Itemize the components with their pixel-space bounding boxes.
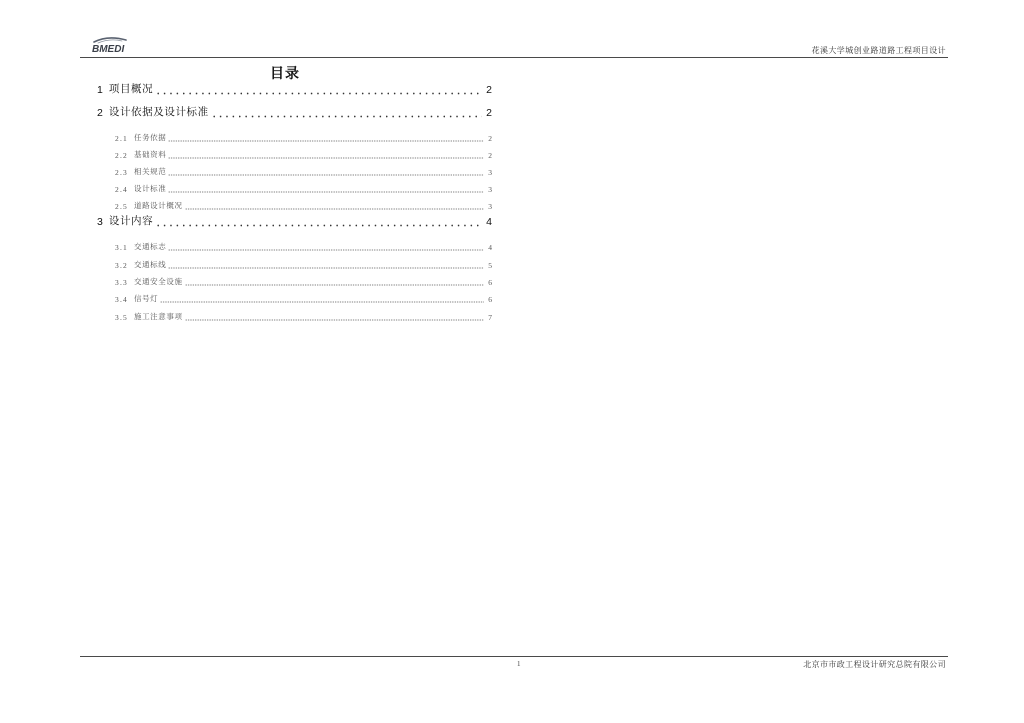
- toc-entry[interactable]: [115, 167, 492, 177]
- toc-entry-number: 2: [97, 107, 103, 119]
- toc-dot-leader: [185, 201, 485, 211]
- logo-text: BMEDI: [92, 44, 125, 55]
- toc-entry-number: 3.3: [115, 278, 128, 287]
- toc-entry-page: 3: [488, 185, 492, 194]
- toc-dot-leader: [168, 184, 484, 194]
- toc-entry[interactable]: [115, 260, 492, 270]
- toc-entry[interactable]: [97, 215, 492, 228]
- toc-entry-label: 设计标准: [133, 184, 167, 193]
- toc-entry-number: 3.4: [115, 295, 128, 304]
- toc-entry[interactable]: [115, 242, 492, 252]
- project-title: 花溪大学城创业路道路工程项目设计: [811, 46, 946, 55]
- toc-dot-leader: [160, 294, 484, 304]
- toc-entry-number: 2.2: [115, 151, 128, 160]
- toc-entry-label: 任务依据: [133, 133, 167, 142]
- toc-entry-number: 1: [97, 84, 103, 96]
- toc-entry[interactable]: [115, 201, 492, 211]
- toc-entry-page: 4: [488, 243, 492, 252]
- toc-entry-number: 3.5: [115, 313, 128, 322]
- toc-entry-label: 信号灯: [133, 294, 159, 303]
- toc-entry-label: 施工注意事项: [133, 312, 183, 321]
- toc-entry-page: 2: [488, 151, 492, 160]
- toc-dot-leader: [155, 83, 482, 96]
- toc-entry-page: 2: [486, 84, 492, 96]
- toc-entry-page: 2: [488, 134, 492, 143]
- toc-entry-number: 3: [97, 216, 103, 228]
- company-logo: [90, 35, 134, 55]
- toc-dot-leader: [168, 133, 484, 143]
- toc-entry-number: 3.2: [115, 261, 128, 270]
- toc-entry[interactable]: [115, 277, 492, 287]
- toc-entry-number: 3.1: [115, 243, 128, 252]
- header-divider: [80, 57, 948, 58]
- toc-entry[interactable]: [115, 150, 492, 160]
- footer-page-number: 1: [517, 660, 521, 668]
- toc-entry[interactable]: [115, 312, 492, 322]
- toc-dot-leader: [168, 260, 484, 270]
- toc-dot-leader: [155, 215, 482, 228]
- toc-entry-label: 设计依据及设计标准: [108, 106, 209, 118]
- toc-entry-label: 基础资料: [133, 150, 167, 159]
- toc-entry-label: 交通标线: [133, 260, 167, 269]
- toc-entry-number: 2.5: [115, 202, 128, 211]
- toc-entry-label: 相关规范: [133, 167, 167, 176]
- toc-entry[interactable]: [97, 83, 492, 96]
- toc-entry-page: 4: [486, 216, 492, 228]
- toc-title: 目录: [270, 65, 300, 81]
- footer-divider: [80, 656, 948, 657]
- toc-dot-leader: [168, 242, 484, 252]
- toc-entry[interactable]: [115, 184, 492, 194]
- toc-entry-label: 道路设计概况: [133, 201, 183, 210]
- toc-entry-number: 2.1: [115, 134, 128, 143]
- toc-entry-page: 6: [488, 295, 492, 304]
- toc-entry[interactable]: [115, 294, 492, 304]
- toc-entry[interactable]: [115, 133, 492, 143]
- toc-dot-leader: [168, 167, 484, 177]
- toc-entry[interactable]: [97, 106, 492, 119]
- toc-entry-number: 2.3: [115, 168, 128, 177]
- toc-entry-page: 5: [488, 261, 492, 270]
- toc-entry-page: 3: [488, 202, 492, 211]
- toc-dot-leader: [185, 277, 485, 287]
- toc-entry-page: 2: [486, 107, 492, 119]
- toc-dot-leader: [185, 312, 485, 322]
- toc-entry-label: 项目概况: [108, 83, 154, 95]
- toc-entry-number: 2.4: [115, 185, 128, 194]
- toc-entry-page: 7: [488, 313, 492, 322]
- toc-dot-leader: [168, 150, 484, 160]
- toc-entry-page: 3: [488, 168, 492, 177]
- footer-company-name: 北京市市政工程设计研究总院有限公司: [803, 660, 946, 669]
- toc-dot-leader: [211, 106, 482, 119]
- toc-entry-label: 交通安全设施: [133, 277, 183, 286]
- toc-entry-label: 交通标志: [133, 242, 167, 251]
- toc-entry-page: 6: [488, 278, 492, 287]
- toc-entry-label: 设计内容: [108, 215, 154, 227]
